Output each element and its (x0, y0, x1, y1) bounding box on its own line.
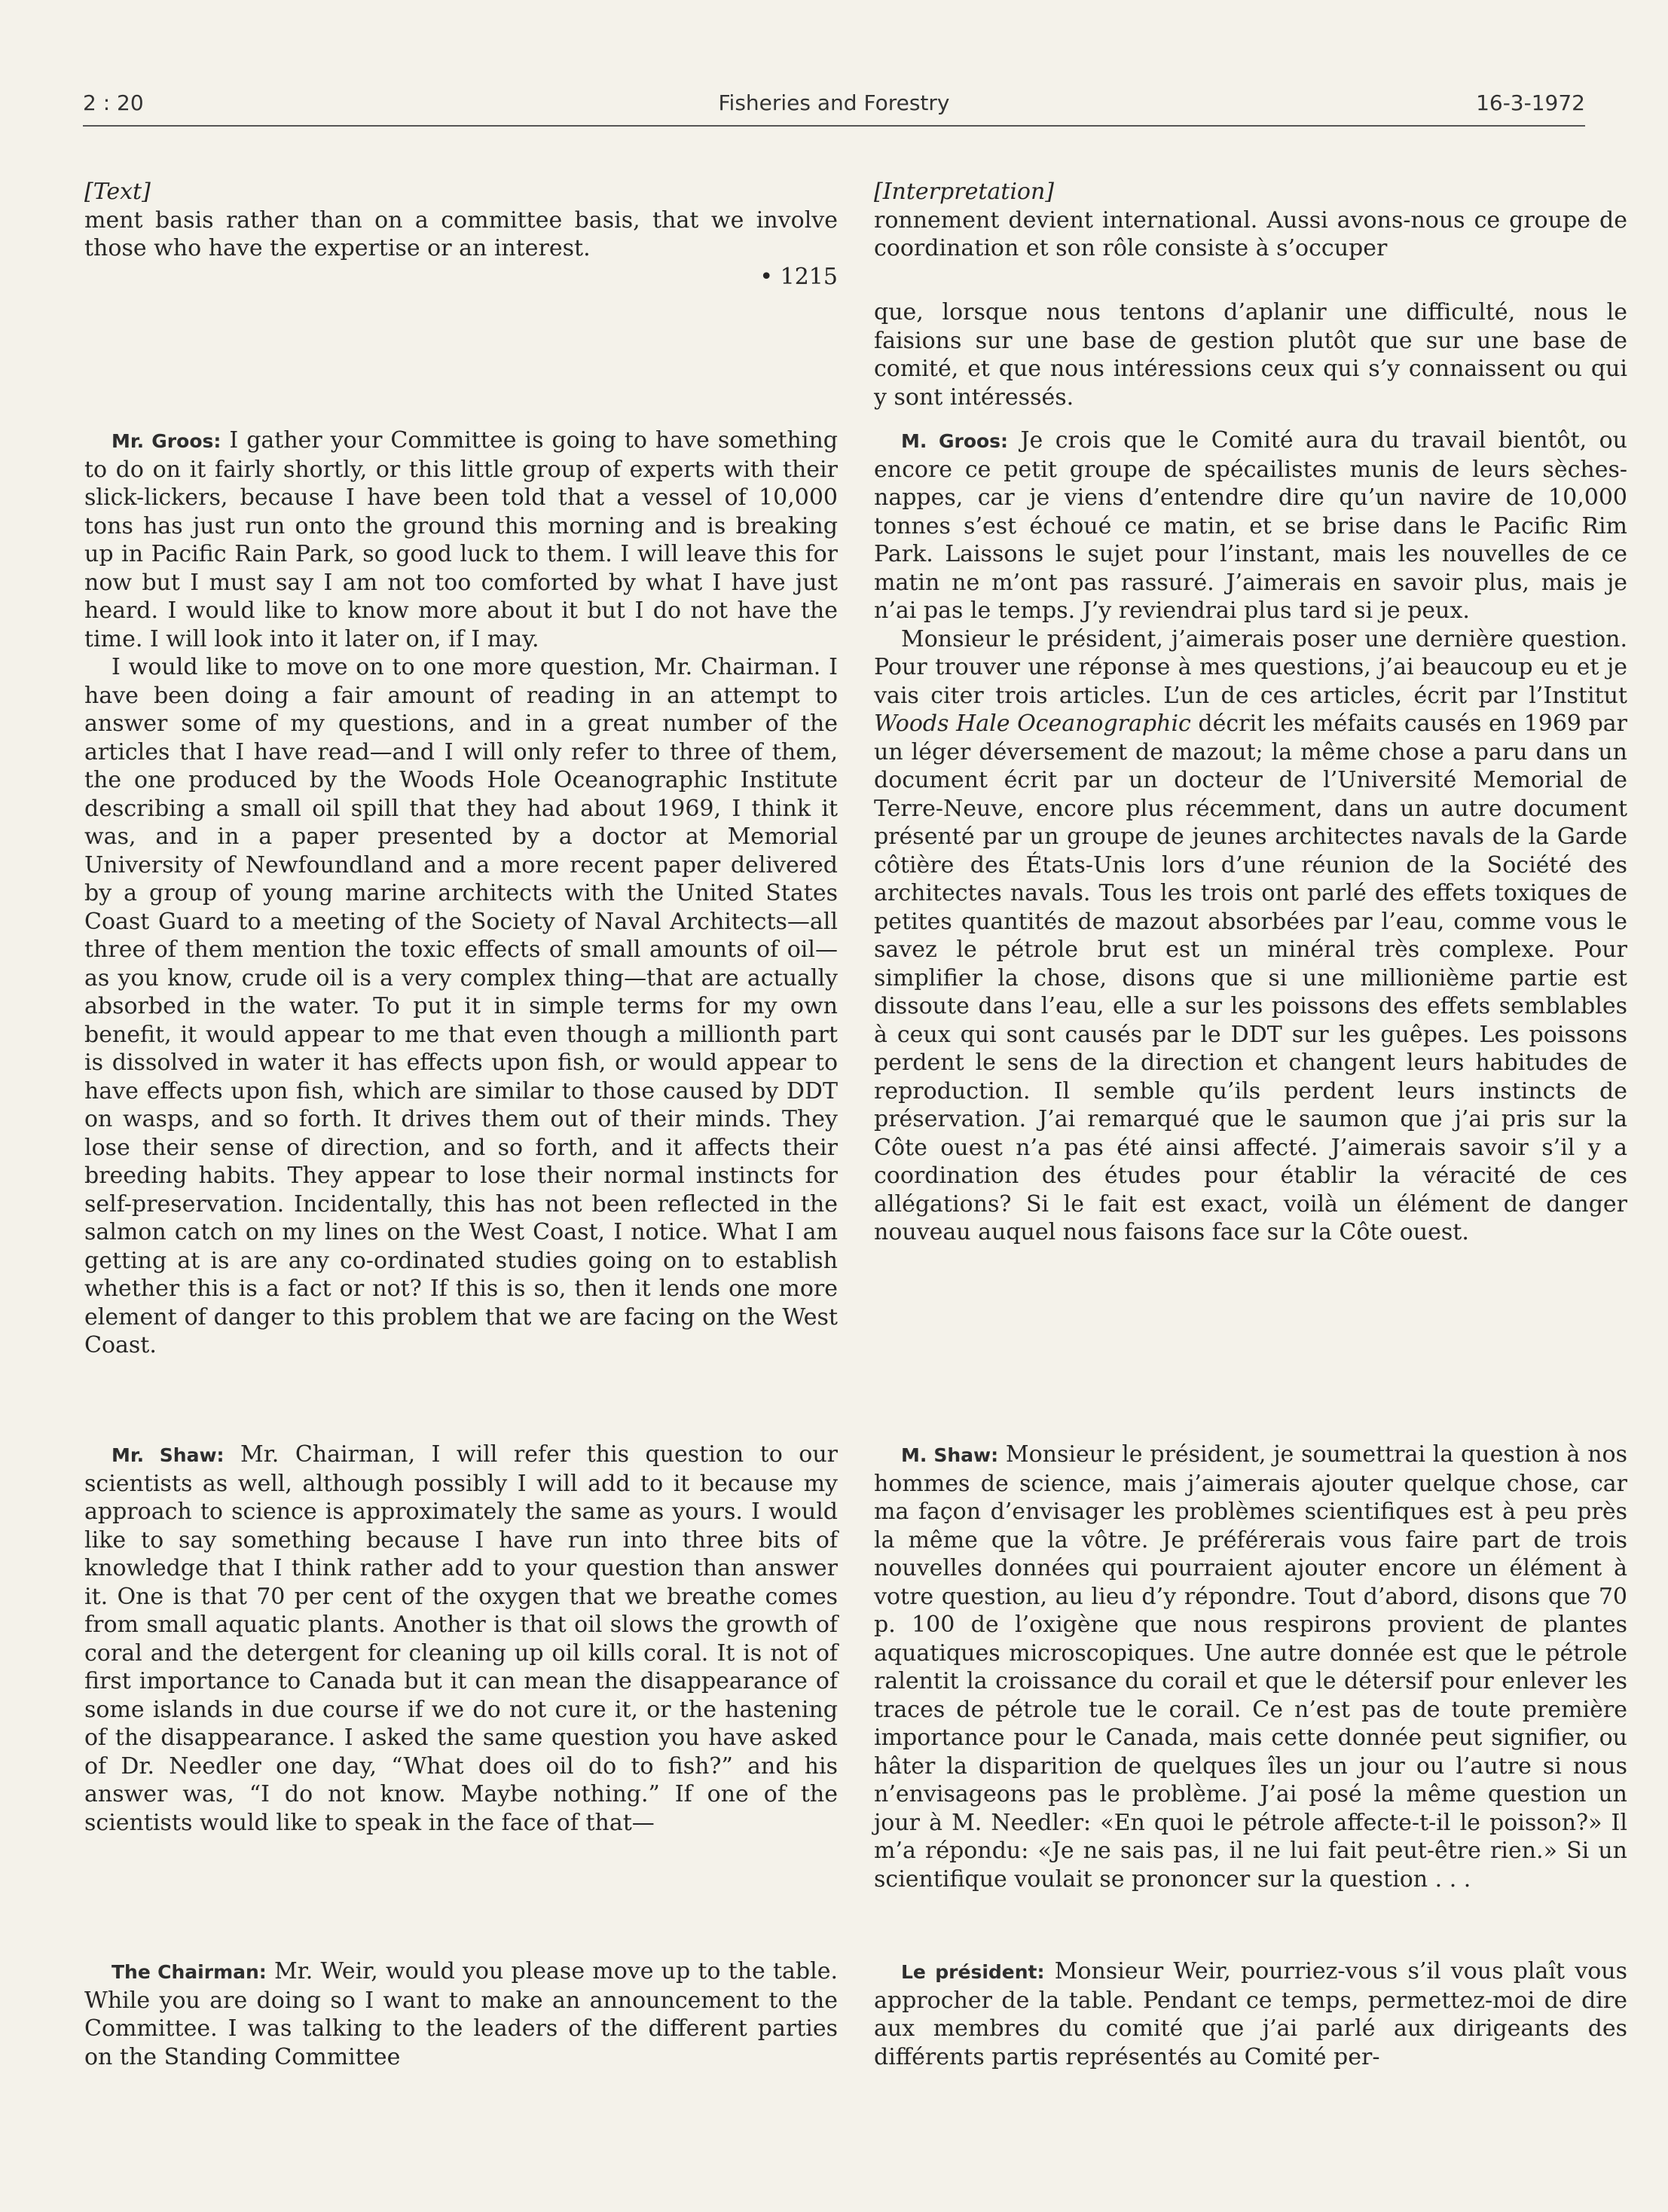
groos-paragraph-2-fr (874, 625, 1627, 1247)
groos-paragraph-1-fr (874, 426, 1627, 625)
speaker-label-groos: Mr. Groos: (112, 430, 221, 452)
speaker-label-shaw: Mr. Shaw: (112, 1444, 225, 1466)
shaw-paragraph-fr (874, 1441, 1627, 1893)
publication-date: 16-3-1972 (1476, 90, 1585, 115)
groos-paragraph-1 (84, 426, 838, 653)
groos-paragraph-2: I would like to move on to one more question, Mr. Chairman. I have been doing a fair amount of reading in an attempt to answer some of my questions, and in a great number of the articles that I have read—and I will only refer to three of them, the one produced by the Woods Hole Oceanographic Institute describing a small oil spill that they had about 1969, I think it was, and in a paper presented by a doctor at Memorial University of Newfoundland and a more recent paper delivered by a group of young marine architects with the United States Coast Guard to a meeting of the Society of Naval Architects—all three of them mention the toxic effects of small amounts of oil—as you know, crude oil is a very complex thing—that are actually absorbed in the water. To put it in simple terms for my own benefit, it would appear to me that even though a millionth part is dissolved in water it has effects upon fish, or would appear to have effects upon fish, which are similar to those caused by DDT on wasps, and so forth. It drives them out of their minds. They lose their sense of direction, and so forth, and it affects their breeding habits. They appear to lose their normal instincts for self-preservation. Incidentally, this has not been reflected in the salmon catch on my lines on the West Coast, I notice. What I am getting at is are any co-ordinated studies going on to establish whether this is a fact or not? If this is so, then it lends one more element of danger to this problem that we are facing on the West Coast. (84, 654, 838, 1358)
shaw-paragraph (84, 1441, 838, 1837)
language-tag-text: [Text] (84, 179, 151, 205)
groos-statement (84, 426, 838, 1360)
speaker-label-groos-fr: M. Groos: (901, 430, 1009, 452)
timestamp: • 1215 (759, 263, 838, 290)
speaker-label-chairman: The Chairman: (112, 1961, 267, 1983)
chairman-statement-fr (874, 1957, 1627, 2071)
groos-text-2b-fr: décrit les méfaits causés en 1969 par un léger déversement de mazout; la même chose a paru dans un document écrit par un docteur de l’Université Memorial de Terre-Neuve, encore plus récemment, dans un autre document présenté par un groupe de jeunes architectes navals de la Garde côtière des États-Unis lors d’une réunion de la Société des architectes navals. Tous les trois ont parlé des effets toxiques de petites quantités de mazout absorbées par l’eau, comme vous le savez le pétrole brut est un minéral très complexe. Pour simplifier la chose, disons que si une millionième partie est dissoute dans l’eau, elle a sur les poissons des effets semblables à ceux qui sont causés par le DDT sur les guêpes. Les poissons perdent le sens de la direction et changent leurs habitudes de reproduction. Il semble qu’ils perdent leurs instincts de préservation. J’ai remarqué que le saumon que j’ai pris sur la Côte ouest n’a pas été ainsi affecté. J’aimerais savoir s’il y a coordination des études pour établir la véracité de ces allégations? Si le fait est exact, voilà un élément de danger nouveau auquel nous faisons face sur la Côte ouest. (874, 710, 1627, 1245)
continuation-paragraph-fr: que, lorsque nous tentons d’aplanir une difficulté, nous le faisions sur une base de gestion plutôt que sur une base de comité, et que nous intéressions ceux qui s’y connaissent ou qui y sont intéressés. (874, 299, 1627, 411)
chairman-statement (84, 1957, 838, 2071)
page-number: 2 : 20 (83, 90, 144, 115)
opening-paragraph: ment basis rather than on a committee basis, that we involve those who have the expertise or an interest. (84, 206, 838, 261)
opening-paragraph-fr: ronnement devient international. Aussi avons-nous ce groupe de coordination et son rôle consiste à s’occuper (874, 206, 1627, 261)
publication-title: Fisheries and Forestry (718, 90, 950, 115)
speaker-label-shaw-fr: M. Shaw: (901, 1444, 999, 1466)
shaw-text-fr: Monsieur le président, je soumettrai la question à nos hommes de science, mais j’aimerais ajouter quelque chose, car ma façon d’envisager les problèmes scientifiques est à peu près la même que la vôtre. Je préférerais vous faire part de trois nouvelles données qui pourraient ajouter encore un élément à votre question, au lieu d’y répondre. Tout d’abord, disons que 70 p. 100 de l’oxigène que nous respirons provient de plantes aquatiques microscopiques. Une autre donnée est que le pétrole ralentit la croissance du corail et que le détersif pour enlever les traces de pétrole tue le corail. Ce n’est pas de toute première importance pour le Canada, mais cette donnée peut signifier, ou hâter la disparition de quelques îles un jour ou l’autre si nous n’envisageons pas le problème. J’ai posé la même question un jour à M. Needler: «En quoi le pétrole affecte-t-il le poisson?» Il m’a répondu: «Je ne sais pas, il ne lui fait peut-être rien.» Si un scientifique voulait se prononcer sur la question . . . (874, 1441, 1627, 1893)
groos-statement-fr (874, 426, 1627, 1247)
speaker-label-chairman-fr: Le président: (901, 1961, 1045, 1983)
chairman-text-fr: Monsieur Weir, pourriez-vous s’il vous plaît vous approcher de la table. Pendant ce temps, permettez-moi de dire aux membres du comité que j’ai parlé aux dirigeants des différents partis représentés au Comité per- (874, 1958, 1627, 2070)
page-header (83, 90, 1585, 127)
groos-text-1-fr: Je crois que le Comité aura du travail bientôt, ou encore ce petit groupe de spécailistes munis de leurs sèches-nappes, car je viens d’entendre dire qu’un navire de 10,000 tonnes s’est échoué ce matin, et se brise dans le Pacific Rim Park. Laissons le sujet pour l’instant, mais les nouvelles de ce matin ne m’ont pas rassuré. J’aimerais en savoir plus, mais je n’ai pas le temps. J’y reviendrai plus tard si je peux. (874, 427, 1627, 624)
shaw-statement (84, 1441, 838, 1837)
language-tag-interpretation: [Interpretation] (874, 179, 1055, 205)
chairman-paragraph-fr (874, 1957, 1627, 2071)
shaw-text: Mr. Chairman, I will refer this question to our scientists as well, although possibly I will add to it because my approach to science is approximately the same as yours. I would like to say something because I have run into three bits of knowledge that I think rather add to your question than answer it. One is that 70 per cent of the oxygen that we breathe comes from small aquatic plants. Another is that oil slows the growth of coral and the detergent for cleaning up oil kills coral. It is not of first importance to Canada but it can mean the disappearance of some islands in due course if we do not cure it, or the hastening of the disappearance. I asked the same question you have asked of Dr. Needler one day, “What does oil do to fish?” and his answer was, “I do not know. Maybe nothing.” If one of the scientists would like to speak in the face of that— (84, 1441, 838, 1836)
chairman-text: Mr. Weir, would you please move up to the table. While you are doing so I want to make an announcement to the Committee. I was talking to the leaders of the different parties on the Standing Committee (84, 1958, 838, 2070)
chairman-paragraph (84, 1957, 838, 2071)
institute-name-italic: Woods Hale Oceanographic (874, 710, 1191, 737)
groos-text-1: I gather your Committee is going to have something to do on it fairly shortly, or this little group of experts with their slick-lickers, because I have been told that a vessel of 10,000 tons has just run onto the ground this morning and is breaking up in Pacific Rain Park, so good luck to them. I will leave this for now but I must say I am not too comforted by what I have just heard. I would like to know more about it but I do not have the time. I will look into it later on, if I may. (84, 427, 838, 652)
shaw-statement-fr (874, 1441, 1627, 1893)
groos-text-2a-fr: Monsieur le président, j’aimerais poser une dernière question. Pour trouver une réponse à mes questions, j’ai beaucoup eu et je vais citer trois articles. L’un de ces articles, écrit par l’Institut (874, 625, 1627, 709)
